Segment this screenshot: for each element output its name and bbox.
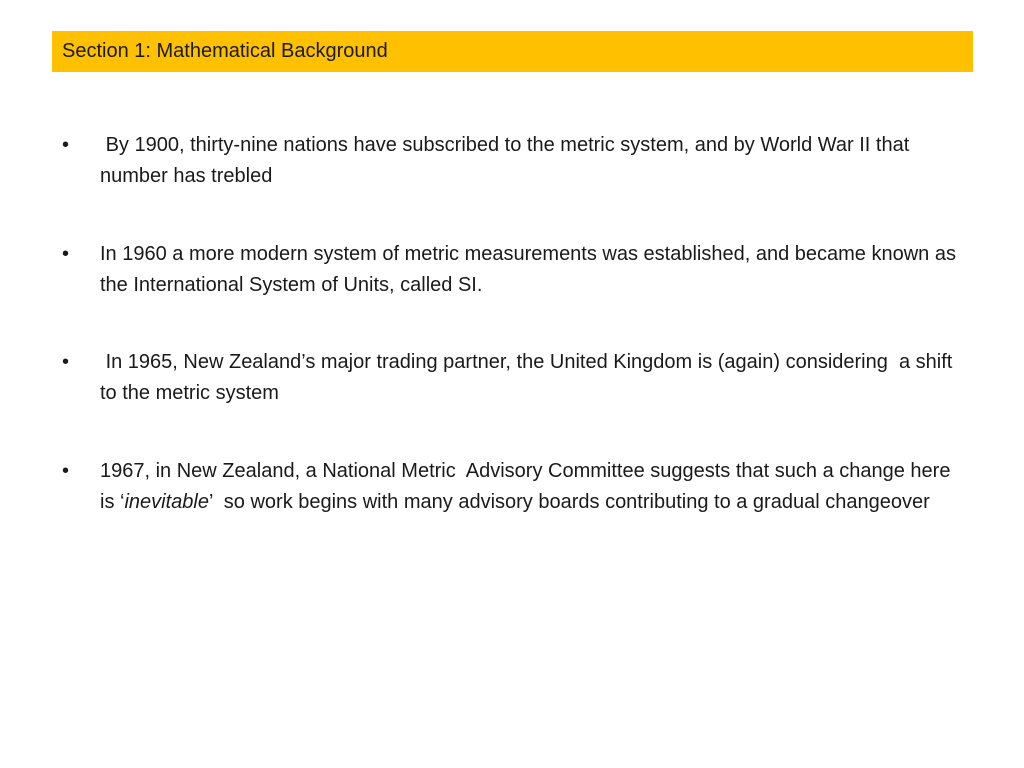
bullet-text: By 1900, thirty-nine nations have subscribed to the metric system, and by World War II that number has trebled xyxy=(100,134,915,187)
bullet-icon: • xyxy=(62,243,70,265)
bullet-text-before: 1967, in New Zealand, a National Metric Advisory Committee suggests that such a change here is ‘ xyxy=(100,460,957,513)
bullet-text-italic: inevitable xyxy=(124,491,209,513)
bullet-item-1900 xyxy=(62,130,960,192)
bullet-text-after: ’ so work begins with many advisory boards contributing to a gradual changeover xyxy=(208,491,930,513)
bullet-icon: • xyxy=(62,351,70,373)
section-title: Section 1: Mathematical Background xyxy=(62,40,388,62)
bullet-text: In 1965, New Zealand’s major trading partner, the United Kingdom is (again) considering a shift to the metric system xyxy=(100,351,958,404)
bullet-item-1965 xyxy=(62,347,960,409)
bullet-item-1960 xyxy=(62,239,962,301)
bullet-icon: • xyxy=(62,460,70,482)
bullet-icon: • xyxy=(62,134,70,156)
bullet-text: In 1960 a more modern system of metric measurements was established, and became known as the International System of Units, called SI. xyxy=(100,243,962,296)
bullet-item-1967 xyxy=(62,456,960,518)
